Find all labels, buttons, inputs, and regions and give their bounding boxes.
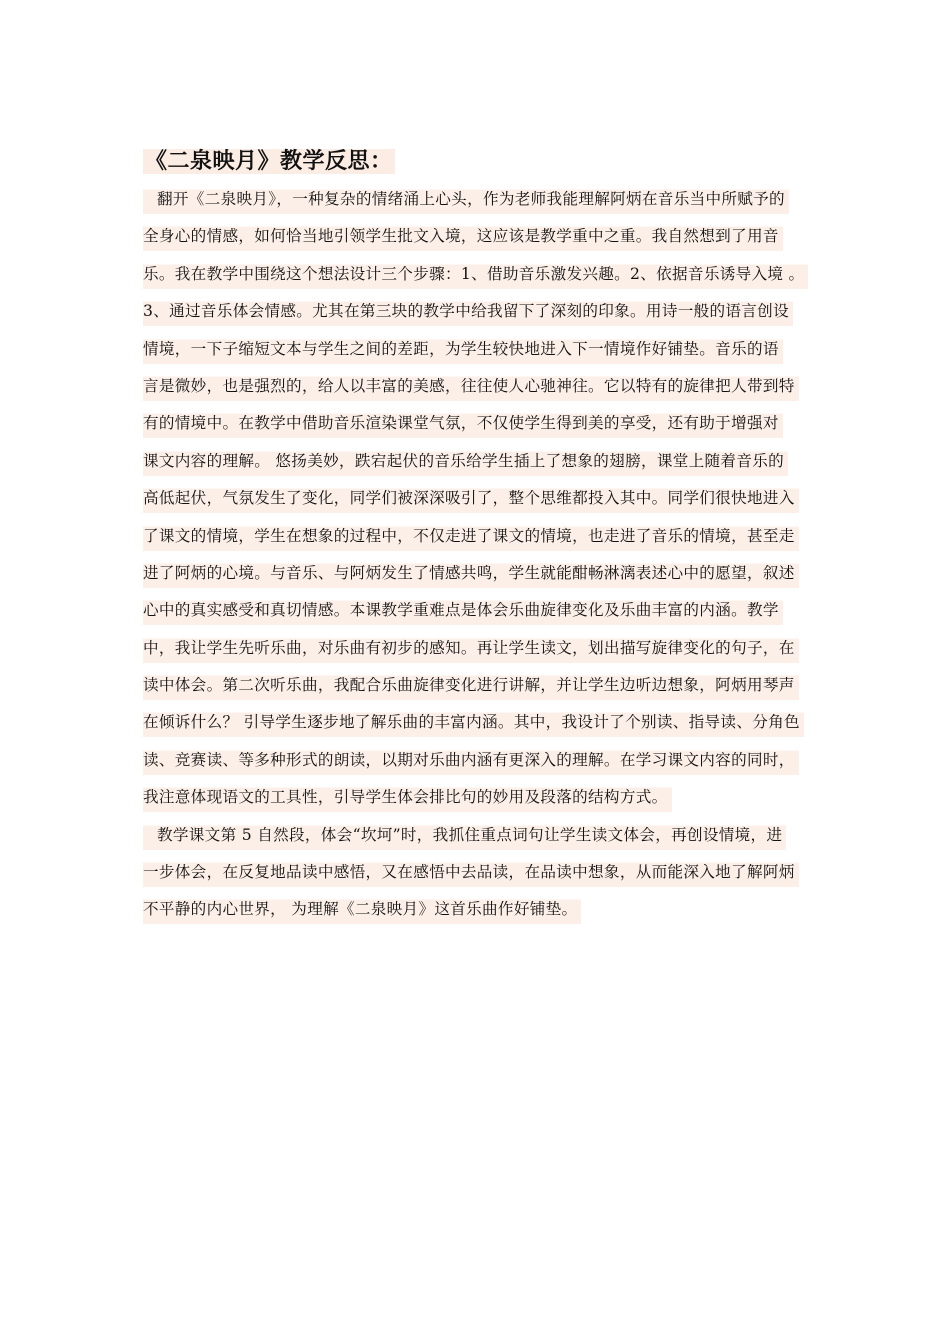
text-line: 3、通过音乐体会情感。尤其在第三块的教学中给我留下了深刻的印象。用诗一般的语言创设 — [143, 296, 815, 333]
text-line: 读中体会。第二次听乐曲，我配合乐曲旋律变化进行讲解，并让学生边听边想象，阿炳用琴声 — [143, 670, 815, 707]
text-line: 言是微妙，也是强烈的，给人以丰富的美感，往往使人心驰神往。它以特有的旋律把人带到特 — [143, 371, 815, 408]
text-line: 高低起伏，气氛发生了变化，同学们被深深吸引了，整个思维都投入其中。同学们很快地进入 — [143, 483, 815, 520]
text-line: 一步体会，在反复地品读中感悟，又在感悟中去品读，在品读中想象，从而能深入地了解阿炳 — [143, 857, 815, 894]
text-line: 我注意体现语文的工具性，引导学生体会排比句的妙用及段落的结构方式。 — [143, 782, 815, 819]
document-body — [143, 184, 815, 932]
text-line: 心中的真实感受和真切情感。本课教学重难点是体会乐曲旋律变化及乐曲丰富的内涵。教学 — [143, 595, 815, 632]
text-line: 了课文的情境，学生在想象的过程中，不仅走进了课文的情境，也走进了音乐的情境，甚至走 — [143, 521, 815, 558]
text-line: 有的情境中。在教学中借助音乐渲染课堂气氛，不仅使学生得到美的享受，还有助于增强对 — [143, 408, 815, 445]
text-line: 不平静的内心世界， 为理解《二泉映月》这首乐曲作好铺垫。 — [143, 894, 815, 931]
text-line: 读、竞赛读、等多种形式的朗读，以期对乐曲内涵有更深入的理解。在学习课文内容的同时， — [143, 745, 815, 782]
text-line: 翻开《二泉映月》，一种复杂的情绪涌上心头，作为老师我能理解阿炳在音乐当中所赋予的 — [143, 184, 815, 221]
text-line: 全身心的情感，如何恰当地引领学生批文入境，这应该是教学重中之重。我自然想到了用音 — [143, 221, 815, 258]
text-line: 在倾诉什么？ 引导学生逐步地了解乐曲的丰富内涵。其中，我设计了个别读、指导读、分角色 — [143, 707, 815, 744]
text-line: 课文内容的理解。 悠扬美妙，跌宕起伏的音乐给学生插上了想象的翅膀，课堂上随着音乐的 — [143, 446, 815, 483]
text-line: 情境，一下子缩短文本与学生之间的差距，为学生较快地进入下一情境作好铺垫。音乐的语 — [143, 334, 815, 371]
text-line: 中，我让学生先听乐曲，对乐曲有初步的感知。再让学生读文，划出描写旋律变化的句子，在 — [143, 633, 815, 670]
document-title: 《二泉映月》教学反思： — [145, 149, 393, 174]
text-line: 乐。我在教学中围绕这个想法设计三个步骤：1、借助音乐激发兴趣。2、依据音乐诱导入境 。 — [143, 259, 815, 296]
text-line: 教学课文第 5 自然段，体会“坎坷”时，我抓住重点词句让学生读文体会，再创设情境，进 — [143, 820, 815, 857]
text-line: 进了阿炳的心境。与音乐、与阿炳发生了情感共鸣，学生就能酣畅淋漓表述心中的愿望，叙述 — [143, 558, 815, 595]
